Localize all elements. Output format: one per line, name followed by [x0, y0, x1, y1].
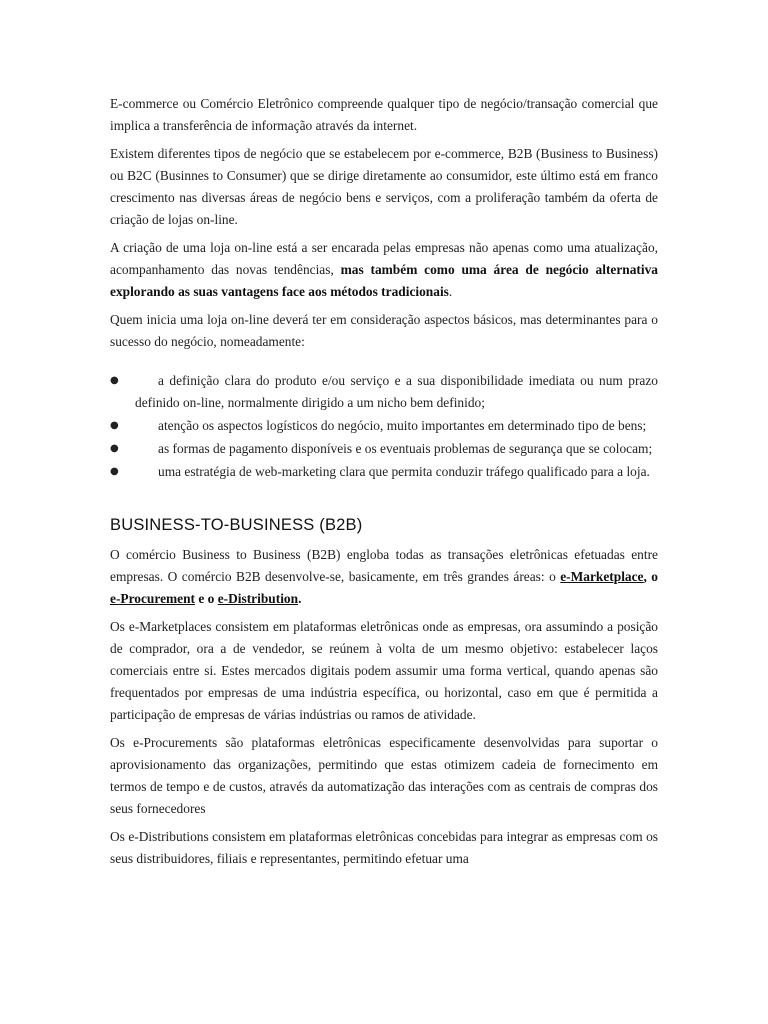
- list-item-text: a definição clara do produto e/ou serviço e a sua disponibilidade imediata ou num prazo definido on-line, normalmente dirigido a um nicho bem definido;: [135, 373, 658, 410]
- paragraph-online-store-bold: mas também como uma área de negócio alternativa explorando as suas vantagens face aos métodos tradicionais: [110, 262, 659, 299]
- list-item-text: as formas de pagamento disponíveis e os eventuais problemas de segurança que se colocam;: [158, 441, 653, 456]
- bullet-icon: ●: [110, 420, 119, 431]
- bullet-icon: ●: [110, 375, 119, 386]
- b2b-intro-sep1: , o: [643, 569, 658, 584]
- list-item: [110, 461, 658, 483]
- document-page: [110, 93, 658, 876]
- list-item: [110, 415, 658, 437]
- b2b-intro-sep2: e o: [195, 591, 218, 606]
- paragraph-b2b-intro: [110, 544, 658, 610]
- b2b-intro-text: O comércio Business to Business (B2B) engloba todas as transações eletrônicas efetuadas entre empresas. O comércio B2B desenvolve-se, basicamente, em três grandes áreas:: [110, 547, 658, 584]
- link-e-distribution[interactable]: e-Distribution: [217, 591, 299, 606]
- paragraph-e-marketplaces: Os e-Marketplaces consistem em plataformas eletrônicas onde as empresas, ora assumindo a posição de comprador, ora a de vendedor, se reúnem à volta de um mesmo objetivo: estabelecer laços comerciais entre si. Estes mercados digitais podem assumir uma forma vertical, quando apenas são frequentados por empresas de uma indústria específica, ou horizontal, caso em que é permitida a participação de empresas de várias indústrias ou ramos de atividade.: [110, 619, 658, 722]
- paragraph-types: Existem diferentes tipos de negócio que se estabelecem por e-commerce, B2B (Business to Business) ou B2C (Businnes to Consumer) que se dirige diretamente ao consumidor, este último está em franco crescimento nas diversas áreas de negócio bens e serviços, com a proliferação também da oferta de criação de lojas on-line.: [110, 146, 658, 227]
- paragraph-intro: E-commerce ou Comércio Eletrônico compreende qualquer tipo de negócio/transação comercial que implica a transferência de informação através da internet.: [110, 96, 658, 133]
- b2b-intro-o: o: [549, 569, 561, 584]
- bullet-icon: ●: [110, 466, 119, 477]
- list-item-text: uma estratégia de web-marketing clara que permita conduzir tráfego qualificado para a loja.: [158, 464, 650, 479]
- list-item-text: atenção os aspectos logísticos do negócio, muito importantes em determinado tipo de bens;: [158, 418, 647, 433]
- paragraph-e-distributions: Os e-Distributions consistem em plataformas eletrônicas concebidas para integrar as empresas com os seus distribuidores, filiais e representantes, permitindo efetuar uma: [110, 829, 658, 866]
- link-e-marketplace[interactable]: e-Marketplace: [560, 569, 644, 584]
- b2b-intro-end: .: [298, 591, 302, 606]
- section-heading-b2b: BUSINESS-TO-BUSINESS (B2B): [110, 516, 363, 534]
- list-item: [110, 370, 658, 414]
- considerations-list: [110, 370, 658, 483]
- paragraph-online-store: [110, 237, 658, 303]
- paragraph-online-store-text: A criação de uma loja on-line está a ser encarada pelas empresas não apenas como uma atualização, acompanhamento das novas tendências,: [110, 240, 658, 277]
- bullet-icon: ●: [110, 443, 119, 454]
- link-e-procurement[interactable]: e-Procurement: [110, 591, 196, 606]
- paragraph-online-store-end: .: [448, 284, 453, 299]
- paragraph-considerations: Quem inicia uma loja on-line deverá ter em consideração aspectos básicos, mas determinantes para o sucesso do negócio, nomeadamente:: [110, 312, 658, 349]
- list-item: [110, 438, 658, 460]
- paragraph-e-procurements: Os e-Procurements são plataformas eletrônicas especificamente desenvolvidas para suportar o aprovisionamento das organizações, permitindo que estas otimizem cadeia de fornecimento em termos de tempo e de custos, através da automatização das interações com as centrais de compras dos seus fornecedores: [110, 735, 658, 816]
